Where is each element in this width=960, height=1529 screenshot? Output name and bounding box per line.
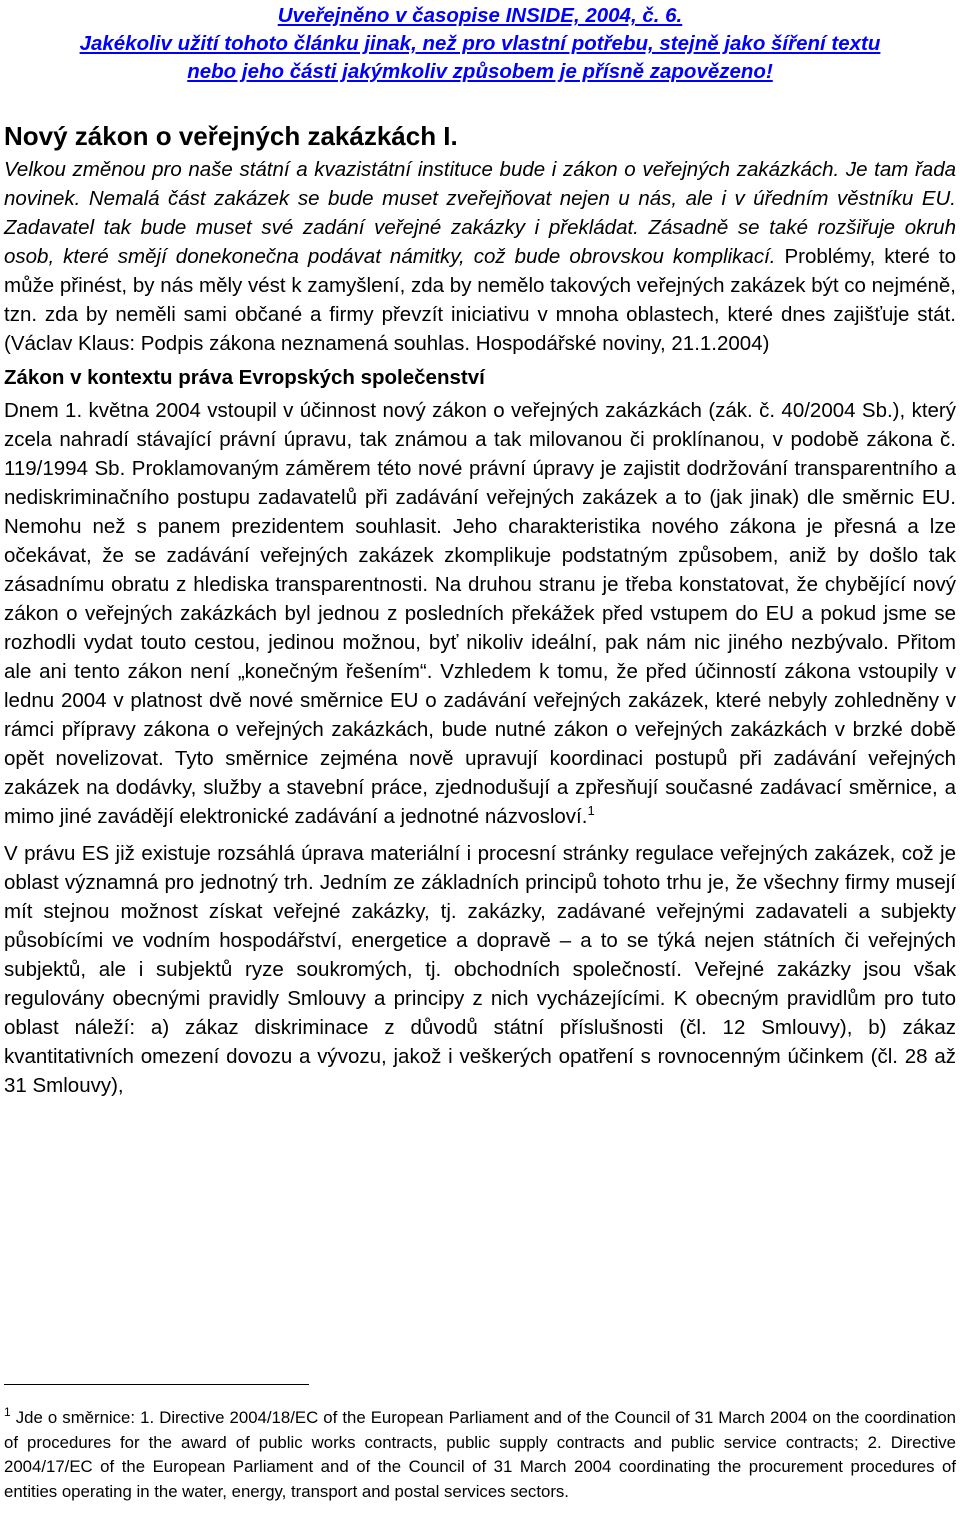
footnote (4, 1406, 956, 1504)
footnote-number: 1 (4, 1405, 11, 1419)
article-lead (4, 155, 956, 358)
publication-notice (4, 2, 956, 86)
body-paragraph-1 (4, 396, 956, 831)
publication-notice-line-3: nebo jeho části jakýmkoliv způsobem je přísně zapovězeno! (187, 60, 773, 83)
publication-notice-line-2: Jakékoliv užití tohoto článku jinak, než pro vlastní potřebu, stejně jako šíření textu (79, 32, 881, 55)
section-heading: Zákon v kontextu práva Evropských společenství (4, 366, 485, 389)
footnote-separator (4, 1384, 309, 1385)
body-paragraph-1-text: Dnem 1. května 2004 vstoupil v účinnost nový zákon o veřejných zakázkách (zák. č. 40/2004 Sb.), který zcela nahradí stávající právní úpravu, tak známou a tak milovanou či proklínanou, v podobě zákona č. 119/1994 Sb. Proklamovaným záměrem této nové právní úpravy je zajistit dodržování transparentního a nediskriminačního postupu zadavatelů při zadávání veřejných zakázek a to (jak jinak) dle směrnic EU. Nemohu než s panem prezidentem souhlasit. Jeho charakteristika nového zákona je přesná a lze očekávat, že se zadávání veřejných zakázek zkomplikuje podstatným způsobem, aniž by došlo tak zásadnímu obratu z hlediska transparentnosti. Na druhou stranu je třeba konstatovat, že chybějící nový zákon o veřejných zakázkách byl jednou z posledních překážek před vstupem do EU a pokud jsme se rozhodli vydat touto cestou, jedinou možnou, byť nikoliv ideální, pak nám nic jiného nezbývalo. Přitom ale ani tento zákon není „konečným řešením“. Vzhledem k tomu, že před účinností zákona vstoupily v lednu 2004 v platnost dvě nové směrnice EU o zadávání veřejných zakázek, které nebyly zohledněny v rámci přípravy zákona o veřejných zakázkách, bude nutné zákon o veřejných zakázkách v brzké době opět novelizovat. Tyto směrnice zejména nově upravují koordinaci postupů při zadávání veřejných zakázek na dodávky, služby a stavební práce, zjednodušují a zpřesňují současné zadávací směrnice, a mimo jiné zavádějí elektronické zadávání a jednotné názvosloví. (4, 399, 956, 828)
footnote-text: Jde o směrnice: 1. Directive 2004/18/EC of the European Parliament and of the Council of 31 March 2004 on the coordination of procedures for the award of public works contracts, public supply contracts and public service contracts; 2. Directive 2004/17/EC of the European Parliament and of the Council of 31 March 2004 coordinating the procurement procedures of entities operating in the water, energy, transport and postal services sectors. (4, 1408, 956, 1501)
body-paragraph-2: V právu ES již existuje rozsáhlá úprava materiální i procesní stránky regulace veřejných zakázek, což je oblast významná pro jednotný trh. Jedním ze základních principů tohoto trhu je, že všechny firmy musejí mít stejnou možnost získat veřejné zakázky, tj. zakázky, zadávané veřejnými zadavateli a subjekty působícími ve vodním hospodářství, energetice a dopravě – a to se týká nejen státních či veřejných subjektů, ale i subjektů ryze soukromých, tj. obchodních společností. Veřejné zakázky jsou však regulovány obecnými pravidly Smlouvy a principy z nich vycházejícími. K obecným pravidlům pro tuto oblast náleží: a) zákaz diskriminace z důvodů státní příslušnosti (čl. 12 Smlouvy), b) zákaz kvantitativních omezení dovozu a vývozu, jakož i veškerých opatření s rovnocenným účinkem (čl. 28 až 31 Smlouvy), (4, 842, 956, 1097)
article-title: Nový zákon o veřejných zakázkách I. (4, 121, 458, 151)
lead-text: Velkou změnou pro naše státní a kvazistátní instituce bude i zákon o veřejných zakázkách. Je tam řada novinek. Nemalá část zakázek se bude muset zveřejňovat nejen u nás, ale i v úředním věstníku EU. Zadavatel tak bude muset své zadání veřejné zakázky i překládat. Zásadně se také rozšiřuje okruh osob, které smějí donekonečna podávat námitky, což bude obrovskou komplikací. (4, 158, 956, 268)
lead-quote: Problémy, které to může přinést, by nás měly vést k zamyšlení, zda by nemělo takových veřejných zakázek být co nejméně, tzn. zda by neměli sami občané a firmy převzít iniciativu v mnoha oblastech, které dnes zajišťuje stát. (Václav Klaus: Podpis zákona neznamená souhlas. Hospodářské noviny, 21.1.2004) (4, 245, 956, 355)
publication-notice-line-1: Uveřejněno v časopise INSIDE, 2004, č. 6. (277, 4, 683, 27)
document-page (4, 0, 956, 1100)
footnote-reference: 1 (587, 803, 595, 818)
